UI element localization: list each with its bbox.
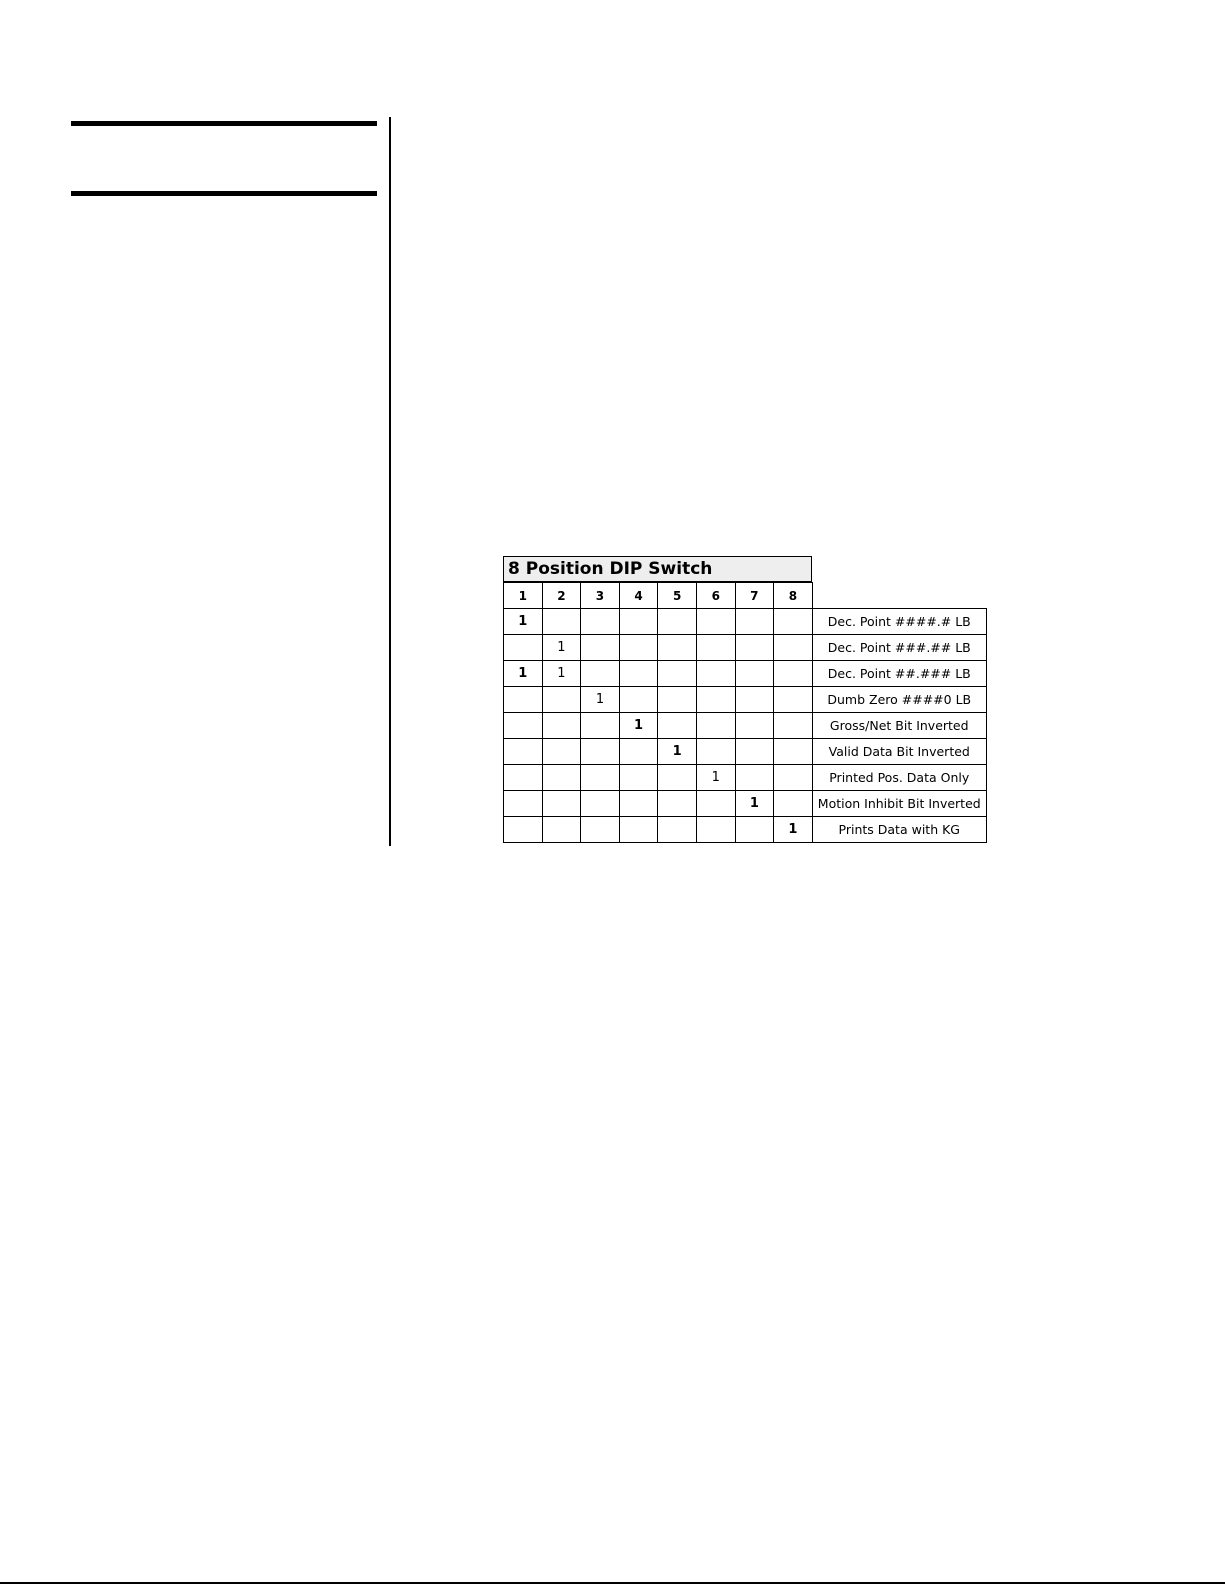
column-divider bbox=[389, 117, 391, 846]
table-row bbox=[504, 739, 987, 765]
switch-cell bbox=[696, 661, 735, 687]
switch-cell bbox=[735, 739, 774, 765]
position-header: 6 bbox=[696, 583, 735, 609]
position-header: 2 bbox=[542, 583, 581, 609]
switch-cell bbox=[735, 687, 774, 713]
switch-cell bbox=[735, 661, 774, 687]
setting-description: Dec. Point ####.# LB bbox=[812, 609, 986, 635]
dip-switch-grid bbox=[503, 582, 987, 843]
switch-cell bbox=[658, 817, 697, 843]
switch-cell: 1 bbox=[504, 609, 543, 635]
switch-cell bbox=[581, 661, 620, 687]
switch-cell: 1 bbox=[542, 635, 581, 661]
switch-cell: 1 bbox=[658, 739, 697, 765]
switch-cell bbox=[504, 635, 543, 661]
table-row bbox=[504, 713, 987, 739]
switch-cell bbox=[658, 791, 697, 817]
switch-cell bbox=[504, 765, 543, 791]
switch-cell bbox=[774, 687, 813, 713]
switch-cell: 1 bbox=[619, 713, 658, 739]
switch-cell bbox=[619, 609, 658, 635]
position-header: 5 bbox=[658, 583, 697, 609]
setting-description: Motion Inhibit Bit Inverted bbox=[812, 791, 986, 817]
switch-cell bbox=[542, 817, 581, 843]
switch-cell bbox=[774, 713, 813, 739]
setting-description: Prints Data with KG bbox=[812, 817, 986, 843]
switch-cell bbox=[658, 609, 697, 635]
switch-cell bbox=[696, 635, 735, 661]
switch-cell bbox=[581, 713, 620, 739]
table-row bbox=[504, 687, 987, 713]
dip-switch-title: 8 Position DIP Switch bbox=[503, 556, 812, 582]
switch-cell bbox=[581, 609, 620, 635]
sidebar-bottom-rule bbox=[71, 191, 377, 196]
switch-cell bbox=[504, 713, 543, 739]
switch-cell bbox=[735, 713, 774, 739]
switch-cell bbox=[774, 609, 813, 635]
switch-cell bbox=[581, 739, 620, 765]
sidebar-top-rule bbox=[71, 121, 377, 126]
switch-cell bbox=[735, 609, 774, 635]
switch-cell bbox=[658, 765, 697, 791]
switch-cell bbox=[581, 765, 620, 791]
position-header: 8 bbox=[774, 583, 813, 609]
switch-cell: 1 bbox=[735, 791, 774, 817]
switch-cell bbox=[542, 791, 581, 817]
setting-description: Gross/Net Bit Inverted bbox=[812, 713, 986, 739]
switch-cell: 1 bbox=[774, 817, 813, 843]
table-row bbox=[504, 791, 987, 817]
switch-cell: 1 bbox=[581, 687, 620, 713]
switch-cell bbox=[658, 661, 697, 687]
switch-cell bbox=[774, 661, 813, 687]
switch-cell bbox=[581, 817, 620, 843]
switch-cell: 1 bbox=[504, 661, 543, 687]
switch-cell bbox=[542, 609, 581, 635]
switch-cell bbox=[696, 609, 735, 635]
position-header: 3 bbox=[581, 583, 620, 609]
switch-cell bbox=[696, 791, 735, 817]
table-row bbox=[504, 661, 987, 687]
switch-cell bbox=[581, 791, 620, 817]
switch-cell bbox=[735, 635, 774, 661]
switch-cell bbox=[504, 739, 543, 765]
switch-cell bbox=[542, 687, 581, 713]
switch-cell bbox=[696, 817, 735, 843]
switch-cell bbox=[696, 713, 735, 739]
position-header: 4 bbox=[619, 583, 658, 609]
setting-description: Printed Pos. Data Only bbox=[812, 765, 986, 791]
setting-description: Dec. Point ###.## LB bbox=[812, 635, 986, 661]
setting-description: Dumb Zero ####0 LB bbox=[812, 687, 986, 713]
header-row bbox=[504, 583, 987, 609]
setting-description: Dec. Point ##.### LB bbox=[812, 661, 986, 687]
switch-cell bbox=[619, 687, 658, 713]
switch-cell bbox=[774, 635, 813, 661]
switch-cell bbox=[658, 635, 697, 661]
switch-cell: 1 bbox=[696, 765, 735, 791]
switch-cell bbox=[658, 687, 697, 713]
switch-cell bbox=[619, 791, 658, 817]
position-header: 1 bbox=[504, 583, 543, 609]
switch-cell bbox=[619, 765, 658, 791]
table-row bbox=[504, 609, 987, 635]
position-header: 7 bbox=[735, 583, 774, 609]
switch-cell: 1 bbox=[542, 661, 581, 687]
switch-cell bbox=[504, 791, 543, 817]
switch-cell bbox=[542, 739, 581, 765]
switch-cell bbox=[619, 635, 658, 661]
switch-cell bbox=[581, 635, 620, 661]
setting-description: Valid Data Bit Inverted bbox=[812, 739, 986, 765]
switch-cell bbox=[619, 817, 658, 843]
switch-cell bbox=[542, 713, 581, 739]
switch-cell bbox=[735, 817, 774, 843]
table-row bbox=[504, 635, 987, 661]
switch-cell bbox=[735, 765, 774, 791]
switch-cell bbox=[619, 661, 658, 687]
switch-cell bbox=[774, 791, 813, 817]
switch-cell bbox=[774, 739, 813, 765]
switch-cell bbox=[542, 765, 581, 791]
table-row bbox=[504, 817, 987, 843]
switch-cell bbox=[619, 739, 658, 765]
switch-cell bbox=[504, 687, 543, 713]
switch-cell bbox=[658, 713, 697, 739]
page-bottom-rule bbox=[0, 1582, 1225, 1584]
blank-cell bbox=[812, 583, 986, 609]
switch-cell bbox=[774, 765, 813, 791]
switch-cell bbox=[696, 739, 735, 765]
switch-cell bbox=[696, 687, 735, 713]
table-row bbox=[504, 765, 987, 791]
switch-cell bbox=[504, 817, 543, 843]
